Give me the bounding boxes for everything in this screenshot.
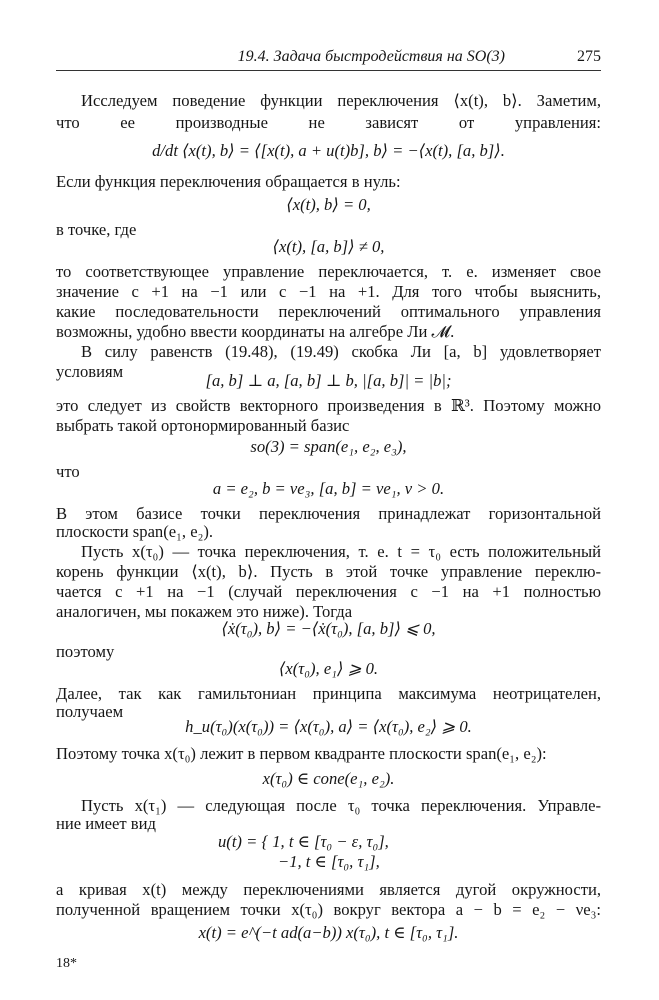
text-line: В силу равенств (19.48), (19.49) скобка Ли [a, b] удовлетворяет: [81, 342, 601, 361]
text-line: в точке, где: [56, 220, 137, 239]
equation: d/dt ⟨x(t), b⟩ = ⟨[x(t), a + u(t)b], b⟩ = −⟨x(t), [a, b]⟩.: [152, 141, 505, 160]
text-line: получаем: [56, 702, 124, 721]
text-line: Исследуем поведение функции переключения ⟨x(t), b⟩. Заметим,: [81, 91, 601, 110]
text-line: условиям: [56, 362, 124, 381]
text-line: что: [56, 462, 80, 481]
text-line: Если функция переключения обращается в нуль:: [56, 172, 401, 191]
text-line: Пусть x(τ₀) — точка переключения, т. е. t = τ₀ есть положительный: [81, 542, 601, 561]
equation: ⟨ẋ(τ₀), b⟩ = −⟨ẋ(τ₀), [a, b]⟩ ⩽ 0,: [221, 619, 436, 638]
equation: x(τ₀) ∈ cone(e₁, e₂).: [262, 769, 395, 788]
equation-case-2: −1, t ∈ [τ₀, τ₁],: [278, 852, 380, 871]
text-line: Пусть x(τ₁) — следующая после τ₀ точка переключения. Управле-: [81, 796, 601, 815]
text-line: то соответствующее управление переключается, т. е. изменяет свое: [56, 262, 601, 281]
equation: h_u(τ₀)(x(τ₀)) = ⟨x(τ₀), a⟩ = ⟨x(τ₀), e₂⟩ ⩾ 0.: [185, 717, 472, 736]
equation-case-1: u(t) = { 1, t ∈ [τ₀ − ε, τ₀],: [218, 832, 389, 851]
signature-mark: 18*: [56, 956, 77, 971]
equation: ⟨x(τ₀), e₁⟩ ⩾ 0.: [278, 659, 379, 678]
text-line: корень функции ⟨x(t), b⟩. Пусть в этой точке управление переклю-: [56, 562, 601, 581]
text-line: Далее, так как гамильтониан принципа максимума неотрицателен,: [56, 684, 601, 703]
text-line: аналогичен, мы покажем это ниже). Тогда: [56, 602, 353, 621]
equation: a = e₂, b = νe₃, [a, b] = νe₁, ν > 0.: [212, 479, 445, 498]
text-line: Поэтому точка x(τ₀) лежит в первом квадранте плоскости span(e₁, e₂):: [56, 744, 547, 763]
equation: x(t) = e^(−t ad(a−b)) x(τ₀), t ∈ [τ₀, τ₁].: [198, 923, 459, 942]
text-line: что ее производные не зависят от управления:: [56, 113, 601, 132]
equation: so(3) = span(e₁, e₂, e₃),: [250, 437, 407, 456]
running-header: [56, 48, 601, 71]
text-line: значение с +1 на −1 или с −1 на +1. Для того чтобы выяснить,: [56, 282, 601, 301]
text-line: ние имеет вид: [56, 814, 156, 833]
text-line: выбрать такой ортонормированный базис: [56, 416, 350, 435]
running-title: 19.4. Задача быстродействия на SO(3): [237, 48, 505, 65]
text-line: поэтому: [56, 642, 115, 661]
text-line: чается с +1 на −1 (случай переключения с −1 на +1 полностью: [56, 582, 601, 601]
text-line: это следует из свойств векторного произведения в ℝ³. Поэтому можно: [56, 396, 601, 415]
equation: ⟨x(t), [a, b]⟩ ≠ 0,: [272, 237, 385, 256]
text-line: а кривая x(t) между переключениями является дугой окружности,: [56, 880, 601, 899]
text-line: полученной вращением точки x(τ₀) вокруг вектора a − b = e₂ − νe₃:: [56, 900, 601, 919]
equation: [a, b] ⊥ a, [a, b] ⊥ b, |[a, b]| = |b|;: [205, 371, 452, 390]
text-line: В этом базисе точки переключения принадлежат горизонтальной: [56, 504, 601, 523]
page-number: 275: [577, 48, 601, 65]
text-line: какие последовательности переключений оптимального управления: [56, 302, 601, 321]
equation: ⟨x(t), b⟩ = 0,: [286, 195, 371, 214]
text-line: возможны, удобно ввести координаты на алгебре Ли 𝓜.: [56, 322, 455, 341]
text-line: плоскости span(e₁, e₂).: [56, 522, 214, 541]
